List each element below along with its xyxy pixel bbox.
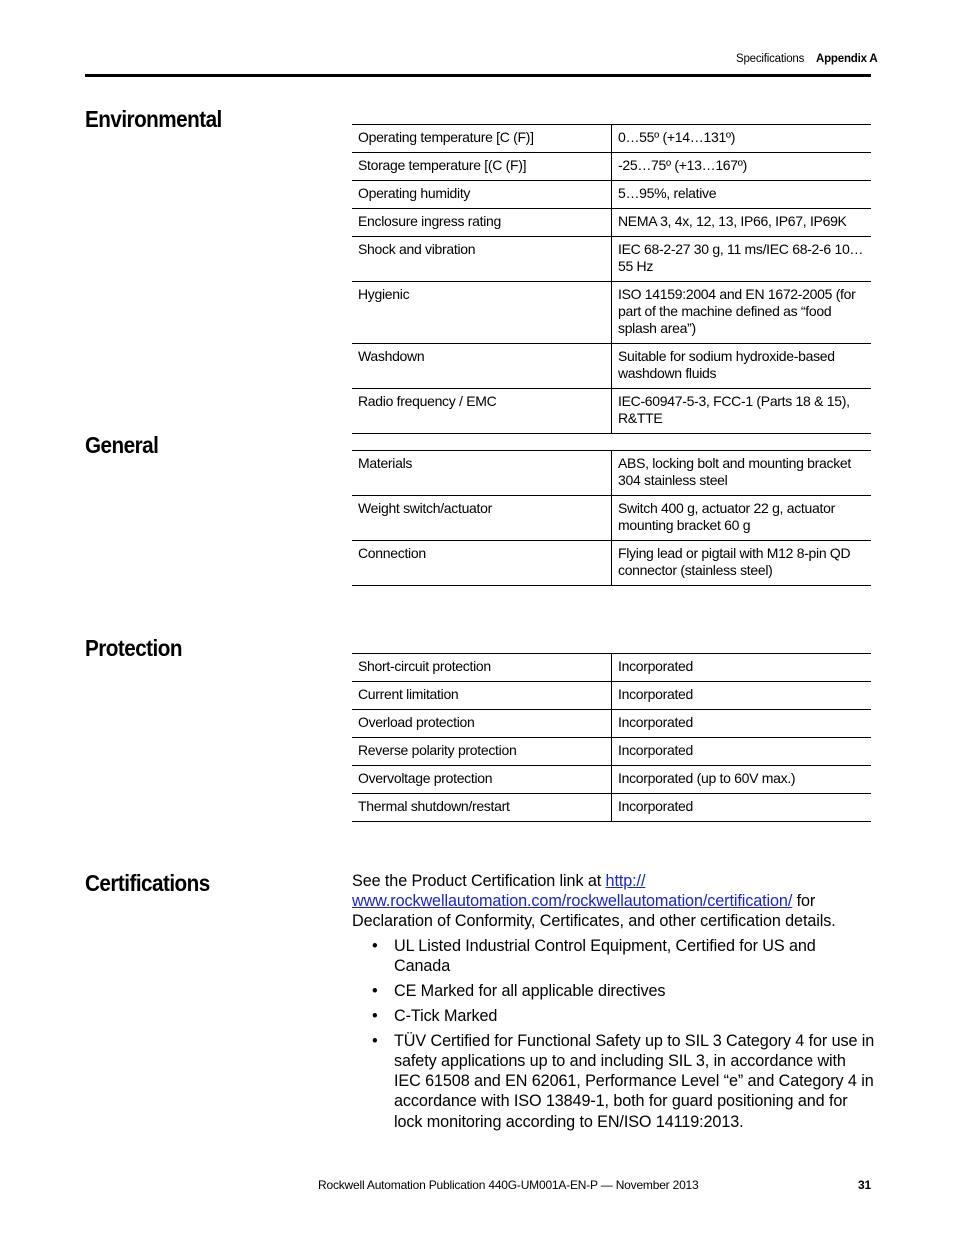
spec-key: Washdown (352, 344, 612, 389)
table-row (352, 237, 871, 282)
list-item-text: UL Listed Industrial Control Equipment, Certified for US and Canada (394, 936, 816, 975)
table-row (352, 766, 871, 794)
certification-link-part2: www.rockwellautomation.com/rockwellautomation/certification/ (352, 892, 793, 911)
certification-list (352, 936, 876, 1132)
spec-value: ABS, locking bolt and mounting bracket 304 stainless steel (612, 451, 872, 496)
spec-key: Shock and vibration (352, 237, 612, 282)
spec-key: Reverse polarity protection (352, 738, 612, 766)
spec-value: IEC 68-2-27 30 g, 11 ms/IEC 68-2-6 10…55 Hz (612, 237, 872, 282)
list-item (352, 1006, 876, 1026)
spec-key: Operating temperature [C (F)] (352, 125, 612, 153)
environmental-heading: Environmental (85, 106, 222, 132)
spec-value: Incorporated (612, 794, 872, 822)
table-row (352, 344, 871, 389)
header-rule (85, 74, 871, 77)
bullet-icon: • (372, 1006, 378, 1025)
spec-value: Incorporated (612, 682, 872, 710)
spec-key: Current limitation (352, 682, 612, 710)
intro-text: See the Product Certification link at (352, 872, 606, 890)
table-row (352, 710, 871, 738)
table-row (352, 738, 871, 766)
protection-heading: Protection (85, 635, 182, 661)
spec-key: Thermal shutdown/restart (352, 794, 612, 822)
spec-value: -25…75º (+13…167º) (612, 153, 872, 181)
bullet-icon: • (372, 936, 378, 955)
table-row (352, 541, 871, 586)
table-row (352, 389, 871, 434)
bullet-icon: • (372, 1031, 378, 1050)
spec-key: Overload protection (352, 710, 612, 738)
spec-value: Incorporated (612, 654, 872, 682)
spec-value: 0…55º (+14…131º) (612, 125, 872, 153)
spec-key: Radio frequency / EMC (352, 389, 612, 434)
table-row (352, 181, 871, 209)
spec-value: ISO 14159:2004 and EN 1672-2005 (for part of the machine defined as “food splash area”) (612, 282, 872, 344)
spec-key: Weight switch/actuator (352, 496, 612, 541)
spec-key: Hygienic (352, 282, 612, 344)
certifications-intro (352, 871, 876, 932)
protection-table (352, 653, 871, 822)
environmental-table (352, 124, 871, 434)
spec-value: IEC-60947-5-3, FCC-1 (Parts 18 & 15), R&TTE (612, 389, 872, 434)
table-row (352, 209, 871, 237)
spec-key: Short-circuit protection (352, 654, 612, 682)
spec-value: Suitable for sodium hydroxide-based washdown fluids (612, 344, 872, 389)
page-number: 31 (858, 1178, 871, 1192)
intro-text-continued: for Declaration of Conformity, Certificates, and other certification details. (352, 892, 836, 931)
table-row (352, 794, 871, 822)
table-row (352, 282, 871, 344)
certifications-heading: Certifications (85, 870, 210, 896)
spec-value: Incorporated (612, 710, 872, 738)
table-row (352, 654, 871, 682)
certifications-body (352, 871, 876, 1137)
spec-value: Incorporated (up to 60V max.) (612, 766, 872, 794)
spec-key: Connection (352, 541, 612, 586)
list-item-text: C-Tick Marked (394, 1006, 498, 1025)
spec-value: Switch 400 g, actuator 22 g, actuator mounting bracket 60 g (612, 496, 872, 541)
list-item (352, 1031, 876, 1132)
list-item (352, 936, 876, 976)
spec-key: Storage temperature [(C (F)] (352, 153, 612, 181)
bullet-icon: • (372, 981, 378, 1000)
footer-publication: Rockwell Automation Publication 440G-UM001A-EN-P — November 2013 (318, 1178, 699, 1192)
spec-value: 5…95%, relative (612, 181, 872, 209)
table-row (352, 451, 871, 496)
spec-key: Enclosure ingress rating (352, 209, 612, 237)
spec-value: Incorporated (612, 738, 872, 766)
general-table (352, 450, 871, 586)
list-item-text: TÜV Certified for Functional Safety up to SIL 3 Category 4 for use in safety applications up to and including SIL 3, in accordance with IEC 61508 and EN 62061, Performance Level “e” and Category 4 in accordance with ISO 13849-1, both for guard positioning and for lock monitoring according to EN/ISO 14119:2013. (394, 1031, 875, 1131)
general-heading: General (85, 432, 159, 458)
list-item (352, 981, 876, 1001)
table-row (352, 496, 871, 541)
table-row (352, 125, 871, 153)
spec-key: Overvoltage protection (352, 766, 612, 794)
spec-key: Operating humidity (352, 181, 612, 209)
list-item-text: CE Marked for all applicable directives (394, 981, 666, 1000)
spec-key: Materials (352, 451, 612, 496)
table-row (352, 682, 871, 710)
certification-link-part1: http:// (605, 872, 646, 890)
spec-value: Flying lead or pigtail with M12 8-pin QD connector (stainless steel) (612, 541, 872, 586)
header-section-label: Specifications (736, 53, 805, 65)
spec-value: NEMA 3, 4x, 12, 13, IP66, IP67, IP69K (612, 209, 872, 237)
table-row (352, 153, 871, 181)
header-appendix-label: Appendix A (816, 53, 878, 65)
